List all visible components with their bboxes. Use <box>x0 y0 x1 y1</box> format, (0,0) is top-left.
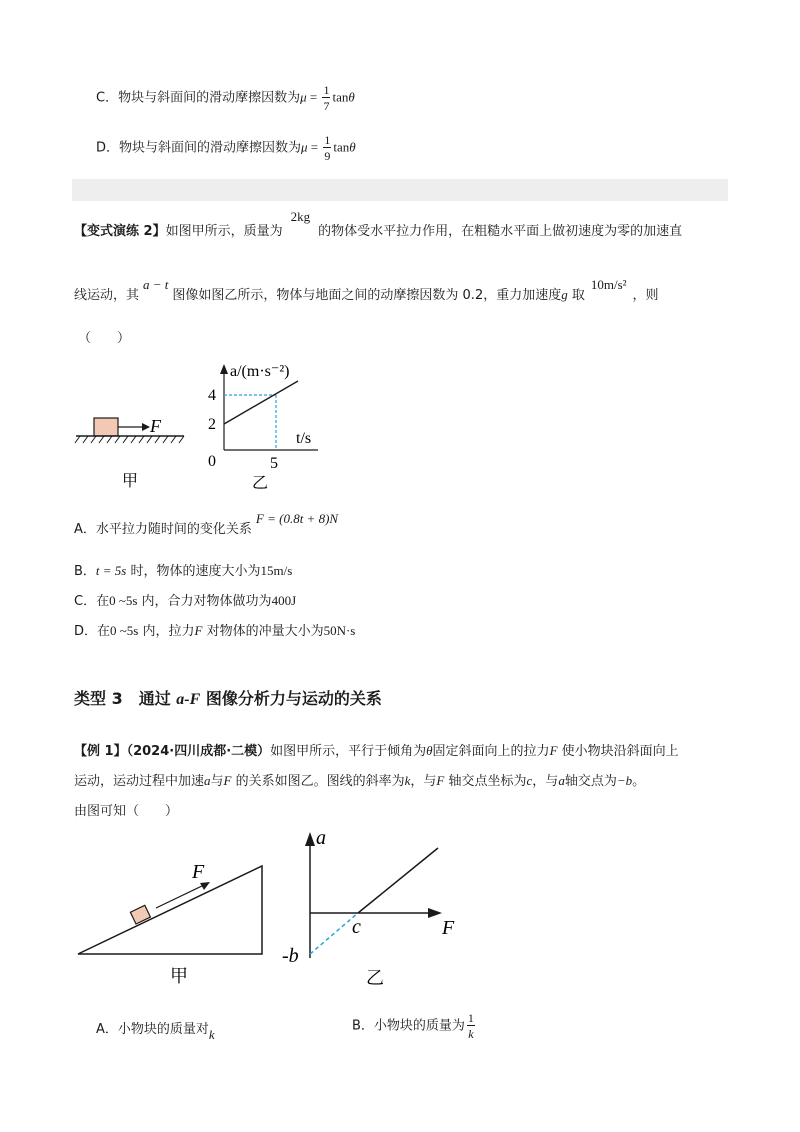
fraction-num: 1 <box>324 133 331 147</box>
g-value: 10m/s² <box>590 277 627 292</box>
tan: tan <box>333 139 350 155</box>
text: 取 <box>567 288 585 303</box>
force-symbol: F <box>436 773 445 788</box>
fraction-den: 7 <box>323 99 330 113</box>
option-d-label: D．物块与斜面间的滑动摩擦因数为 <box>96 140 302 156</box>
ex2-option-d <box>74 620 355 639</box>
option-b-label: B．小物块的质量为 <box>352 1018 465 1034</box>
F-axis-label: F <box>442 917 455 939</box>
block <box>94 418 118 436</box>
text: 图像如图乙所示，物体与地面之间的动摩擦因数为 0.2，重力加速度 <box>172 288 562 303</box>
a-t-line <box>224 381 298 424</box>
mu-symbol: μ <box>301 139 308 155</box>
fraction <box>323 134 331 162</box>
force-label: F <box>192 861 205 883</box>
fraction-num: 1 <box>467 1011 474 1025</box>
heading-text: 类型 3 通过 <box>74 689 177 708</box>
a-symbol: a <box>204 773 211 788</box>
option-d-label: D．在 <box>74 624 111 639</box>
option-a-label: A．小物块的质量对 <box>96 1022 209 1037</box>
ex1-tag: 【例 1】 <box>74 744 127 759</box>
aF-line <box>358 848 438 913</box>
text: 时，物体的速度大小为 <box>126 564 261 579</box>
fraction-den: 9 <box>324 149 331 163</box>
ex2-tag: 【变式演练 2】 <box>74 224 166 239</box>
force-symbol: F <box>223 773 232 788</box>
ex2-option-c <box>74 590 296 609</box>
option-c-label: C．物块与斜面间的滑动摩擦因数为 <box>96 90 301 106</box>
text: 运动，运动过程中加速 <box>74 774 205 789</box>
a-arrowhead <box>305 832 315 846</box>
option-c-label: C．在 <box>74 594 110 609</box>
ex1-line1 <box>74 740 679 759</box>
text: 的物体受水平拉力作用，在粗糙水平面上做初速度为零的加速直 <box>318 224 683 239</box>
option-d <box>96 134 356 162</box>
text: 。 <box>632 774 646 789</box>
text: 与 <box>210 774 224 789</box>
heading-text: 图像分析力与运动的关系 <box>200 689 382 708</box>
tick-5: 5 <box>270 455 278 472</box>
text: ，与 <box>410 774 437 789</box>
time-range: 0 ~5s <box>109 593 138 608</box>
incline <box>78 866 262 954</box>
time-range: 0 ~5s <box>110 623 139 638</box>
text: 轴交点为 <box>564 774 617 789</box>
time-value: t = 5s <box>95 563 127 578</box>
option-a-label: A．水平拉力随时间的变化关系 <box>74 522 252 537</box>
text: 对物体的冲量大小为 <box>202 624 324 639</box>
a-t-label: a − t <box>143 277 169 292</box>
force-formula: F = (0.8t + 8)N <box>255 511 339 526</box>
ex1-option-b <box>352 1012 477 1040</box>
ex1-option-a <box>96 1018 215 1042</box>
figure-jia-block <box>72 410 192 500</box>
figure-yi-at-graph <box>200 358 330 492</box>
tick-4: 4 <box>208 387 216 404</box>
dashed-extension <box>310 913 358 954</box>
g-symbol: g <box>561 287 568 302</box>
text: 内，拉力 <box>138 624 195 639</box>
ex1-source: （2024·四川成都·二模） <box>126 744 271 759</box>
text: 使小物块沿斜面向上 <box>557 744 679 759</box>
caption-yi: 乙 <box>252 475 269 492</box>
ex1-line2 <box>74 770 645 789</box>
x-axis-label: t/s <box>296 430 312 447</box>
origin-label: 0 <box>208 453 216 470</box>
c-symbol: c <box>526 773 533 788</box>
fraction-num: 1 <box>323 83 330 97</box>
option-b-label: B． <box>74 564 96 579</box>
fraction <box>467 1012 475 1040</box>
fraction <box>322 84 330 112</box>
caption-yi: 乙 <box>366 968 384 988</box>
text: 如图甲所示，平行于倾角为 <box>270 744 427 759</box>
F-arrowhead <box>428 908 442 918</box>
equals: = <box>306 89 321 105</box>
heading-aF: a-F <box>176 691 201 708</box>
c-label: c <box>352 916 361 938</box>
ex2-line1 <box>74 209 683 239</box>
ex2-blank: （ ） <box>78 331 131 346</box>
mu-symbol: μ <box>300 89 307 105</box>
work-value: 400J <box>271 593 297 608</box>
neg-b-label: -b <box>282 945 299 967</box>
equals: = <box>307 139 322 155</box>
impulse-value: 50N·s <box>323 623 356 638</box>
a-axis-label: a <box>316 827 326 849</box>
k-symbol: k <box>404 773 411 788</box>
tan: tan <box>332 89 349 105</box>
figure-yi-aF-graph <box>280 822 470 992</box>
force-symbol: F <box>549 743 558 758</box>
divider-bar <box>72 179 728 201</box>
figure-jia-incline <box>74 856 274 986</box>
neg-b: −b <box>616 773 633 788</box>
ex1-line3: 由图可知（ ） <box>74 804 179 819</box>
text: 轴交点坐标为 <box>444 774 527 789</box>
mass-value: 2kg <box>290 209 311 224</box>
tick-2: 2 <box>208 416 216 433</box>
ex2-line2 <box>74 277 659 303</box>
caption-jia: 甲 <box>170 966 188 986</box>
force-symbol: F <box>194 623 203 638</box>
a-symbol: a <box>558 773 565 788</box>
theta-symbol: θ <box>349 139 356 155</box>
ex2-option-b <box>74 560 292 579</box>
section-heading <box>74 686 382 709</box>
text: ，与 <box>532 774 559 789</box>
option-c <box>96 84 355 112</box>
velocity-value: 15m/s <box>260 563 293 578</box>
arrowhead <box>142 423 150 431</box>
text: 线运动，其 <box>74 288 140 303</box>
theta-symbol: θ <box>426 743 433 758</box>
text: 的关系如图乙。图线的斜率为 <box>231 774 405 789</box>
force-label: F <box>150 416 161 436</box>
caption-jia: 甲 <box>122 473 139 490</box>
text: ，则 <box>632 288 659 303</box>
text: 如图甲所示，质量为 <box>165 224 283 239</box>
y-axis-label: a/(m·s⁻²) <box>230 363 290 380</box>
fraction-den: k <box>468 1027 474 1041</box>
y-arrowhead <box>220 364 228 374</box>
k-symbol: k <box>208 1027 215 1042</box>
ground-hatch <box>75 436 184 443</box>
ex2-option-a <box>74 511 339 537</box>
text: 固定斜面向上的拉力 <box>432 744 550 759</box>
theta-symbol: θ <box>348 89 355 105</box>
text: 内，合力对物体做功为 <box>137 594 272 609</box>
